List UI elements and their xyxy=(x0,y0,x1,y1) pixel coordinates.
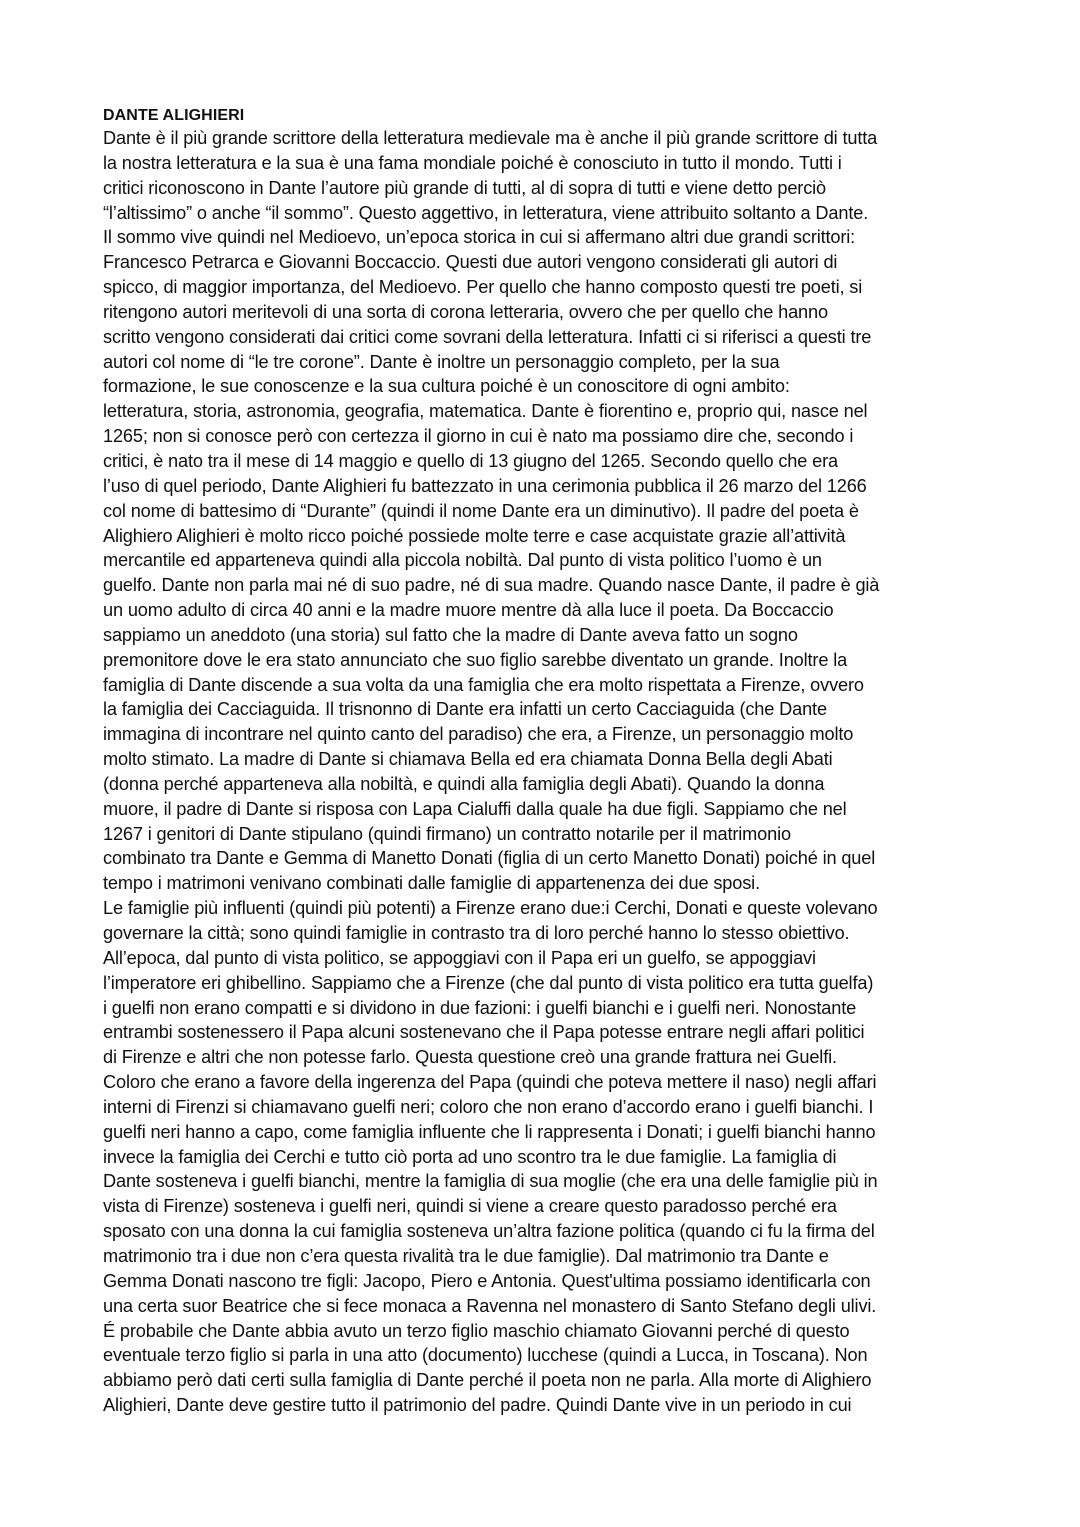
text-line: critici riconoscono in Dante l’autore più grande di tutti, al di sopra di tutti e viene detto perciò xyxy=(103,177,827,198)
text-line: premonitore dove le era stato annunciato che suo figlio sarebbe diventato un grande. Inoltre la xyxy=(103,649,848,670)
text-line: entrambi sostenessero il Papa alcuni sostenevano che il Papa potesse entrare negli affari politici xyxy=(103,1022,865,1043)
text-line: Alighieri, Dante deve gestire tutto il patrimonio del padre. Quindi Dante vive in un periodo in cui xyxy=(103,1395,852,1416)
text-line: matrimonio tra i due non c’era questa rivalità tra le due famiglie). Dal matrimonio tra Dante e xyxy=(103,1245,829,1266)
text-line: formazione, le sue conoscenze e la sua cultura poiché è un conoscitore di ogni ambito: xyxy=(103,376,790,397)
text-line: la nostra letteratura e la sua è una fama mondiale poiché è conosciuto in tutto il mondo. Tutti i xyxy=(103,152,842,173)
text-line: guelfo. Dante non parla mai né di suo padre, né di sua madre. Quando nasce Dante, il padre è già xyxy=(103,575,880,596)
text-line: guelfi neri hanno a capo, come famiglia influente che li rappresenta i Donati; i guelfi bianchi hanno xyxy=(103,1121,876,1142)
text-line: Gemma Donati nascono tre figli: Jacopo, Piero e Antonia. Quest'ultima possiamo identificarla con xyxy=(103,1270,871,1291)
text-line: interni di Firenzi si chiamavano guelfi neri; coloro che non erano d’accordo erano i guelfi bianchi. I xyxy=(103,1096,874,1117)
text-line: tempo i matrimoni venivano combinati dalle famiglie di appartenenza dei due sposi. xyxy=(103,873,760,894)
text-line: critici, è nato tra il mese di 14 maggio e quello di 13 giugno del 1265. Secondo quello che era xyxy=(103,450,838,471)
document-page xyxy=(103,106,983,1418)
text-line: l’uso di quel periodo, Dante Alighieri fu battezzato in una cerimonia pubblica il 26 marzo del 1266 xyxy=(103,475,867,496)
text-line: immagina di incontrare nel quinto canto del paradiso) che era, a Firenze, un personaggio molto xyxy=(103,724,854,745)
text-line: All’epoca, dal punto di vista politico, se appoggiavi con il Papa eri un guelfo, se appoggiavi xyxy=(103,947,816,968)
document-title: DANTE ALIGHIERI xyxy=(103,107,245,124)
text-line: muore, il padre di Dante si risposa con Lapa Cialuffi dalla quale ha due figli. Sappiamo che nel xyxy=(103,798,847,819)
text-line: Alighiero Alighieri è molto ricco poiché possiede molte terre e case acquistate grazie all’attività xyxy=(103,525,846,546)
text-line: famiglia di Dante discende a sua volta da una famiglia che era molto rispettata a Firenze, ovvero xyxy=(103,674,864,695)
text-line: É probabile che Dante abbia avuto un terzo figlio maschio chiamato Giovanni perché di questo xyxy=(103,1320,850,1341)
document-body xyxy=(103,126,983,1418)
text-line: scritto vengono considerati dai critici come sovrani della letteratura. Infatti ci si riferisci a questi tre xyxy=(103,326,872,347)
text-line: Coloro che erano a favore della ingerenza del Papa (quindi che poteva mettere il naso) negli affari xyxy=(103,1072,877,1093)
text-line: Il sommo vive quindi nel Medioevo, un’epoca storica in cui si affermano altri due grandi scrittori: xyxy=(103,227,856,248)
text-line: abbiamo però dati certi sulla famiglia di Dante perché il poeta non ne parla. Alla morte di Alighiero xyxy=(103,1370,872,1391)
text-line: ritengono autori meritevoli di una sorta di corona letteraria, ovvero che per quello che hanno xyxy=(103,301,828,322)
text-line: (donna perché apparteneva alla nobiltà, e quindi alla famiglia degli Abati). Quando la donna xyxy=(103,773,825,794)
text-line: vista di Firenze) sosteneva i guelfi neri, quindi si viene a creare questo paradosso perché era xyxy=(103,1196,837,1217)
text-line: la famiglia dei Cacciaguida. Il trisnonno di Dante era infatti un certo Cacciaguida (che Dante xyxy=(103,699,827,720)
text-line: una certa suor Beatrice che si fece monaca a Ravenna nel monastero di Santo Stefano degli ulivi. xyxy=(103,1295,877,1316)
text-line: eventuale terzo figlio si parla in una atto (documento) lucchese (quindi a Lucca, in Toscana). Non xyxy=(103,1345,868,1366)
text-line: mercantile ed apparteneva quindi alla piccola nobiltà. Dal punto di vista politico l’uomo è un xyxy=(103,550,822,571)
text-line: 1265; non si conosce però con certezza il giorno in cui è nato ma possiamo dire che, secondo i xyxy=(103,426,854,447)
text-line: spicco, di maggior importanza, del Medioevo. Per quello che hanno composto questi tre poeti, si xyxy=(103,277,863,298)
text-line: combinato tra Dante e Gemma di Manetto Donati (figlia di un certo Manetto Donati) poiché in quel xyxy=(103,848,876,869)
text-line: l’imperatore eri ghibellino. Sappiamo che a Firenze (che dal punto di vista politico era tutta guelfa) xyxy=(103,972,874,993)
text-line: Dante è il più grande scrittore della letteratura medievale ma è anche il più grande scrittore di tutta xyxy=(103,128,878,148)
text-line: autori col nome di “le tre corone”. Dante è inoltre un personaggio completo, per la sua xyxy=(103,351,780,372)
text-line: sposato con una donna la cui famiglia sosteneva un’altra fazione politica (quando ci fu la firma del xyxy=(103,1221,875,1242)
text-line: 1267 i genitori di Dante stipulano (quindi firmano) un contratto notarile per il matrimonio xyxy=(103,823,791,844)
text-line: un uomo adulto di circa 40 anni e la madre muore mentre dà alla luce il poeta. Da Boccaccio xyxy=(103,600,834,621)
text-line: letteratura, storia, astronomia, geografia, matematica. Dante è fiorentino e, proprio qui, nasce nel xyxy=(103,401,868,422)
text-line: molto stimato. La madre di Dante si chiamava Bella ed era chiamata Donna Bella degli Abati xyxy=(103,749,833,770)
text-line: col nome di battesimo di “Durante” (quindi il nome Dante era un diminutivo). Il padre del poeta è xyxy=(103,500,859,521)
text-line: Francesco Petrarca e Giovanni Boccaccio. Questi due autori vengono considerati gli autori di xyxy=(103,252,838,273)
text-line: i guelfi non erano compatti e si dividono in due fazioni: i guelfi bianchi e i guelfi neri. Nonostante xyxy=(103,997,857,1018)
text-line: invece la famiglia dei Cerchi e tutto ciò porta ad uno scontro tra le due famiglie. La famiglia di xyxy=(103,1146,837,1167)
text-line: sappiamo un aneddoto (una storia) sul fatto che la madre di Dante aveva fatto un sogno xyxy=(103,624,798,645)
text-line: di Firenze e altri che non potesse farlo. Questa questione creò una grande frattura nei Guelfi. xyxy=(103,1047,837,1068)
text-line: Le famiglie più influenti (quindi più potenti) a Firenze erano due:i Cerchi, Donati e queste volevano xyxy=(103,898,878,919)
text-line: governare la città; sono quindi famiglie in contrasto tra di loro perché hanno lo stesso obiettivo. xyxy=(103,923,850,943)
text-line: “l’altissimo” o anche “il sommo”. Questo aggettivo, in letteratura, viene attribuito soltanto a Dante. xyxy=(103,202,869,223)
text-line: Dante sosteneva i guelfi bianchi, mentre la famiglia di sua moglie (che era una delle famiglie più in xyxy=(103,1171,878,1192)
